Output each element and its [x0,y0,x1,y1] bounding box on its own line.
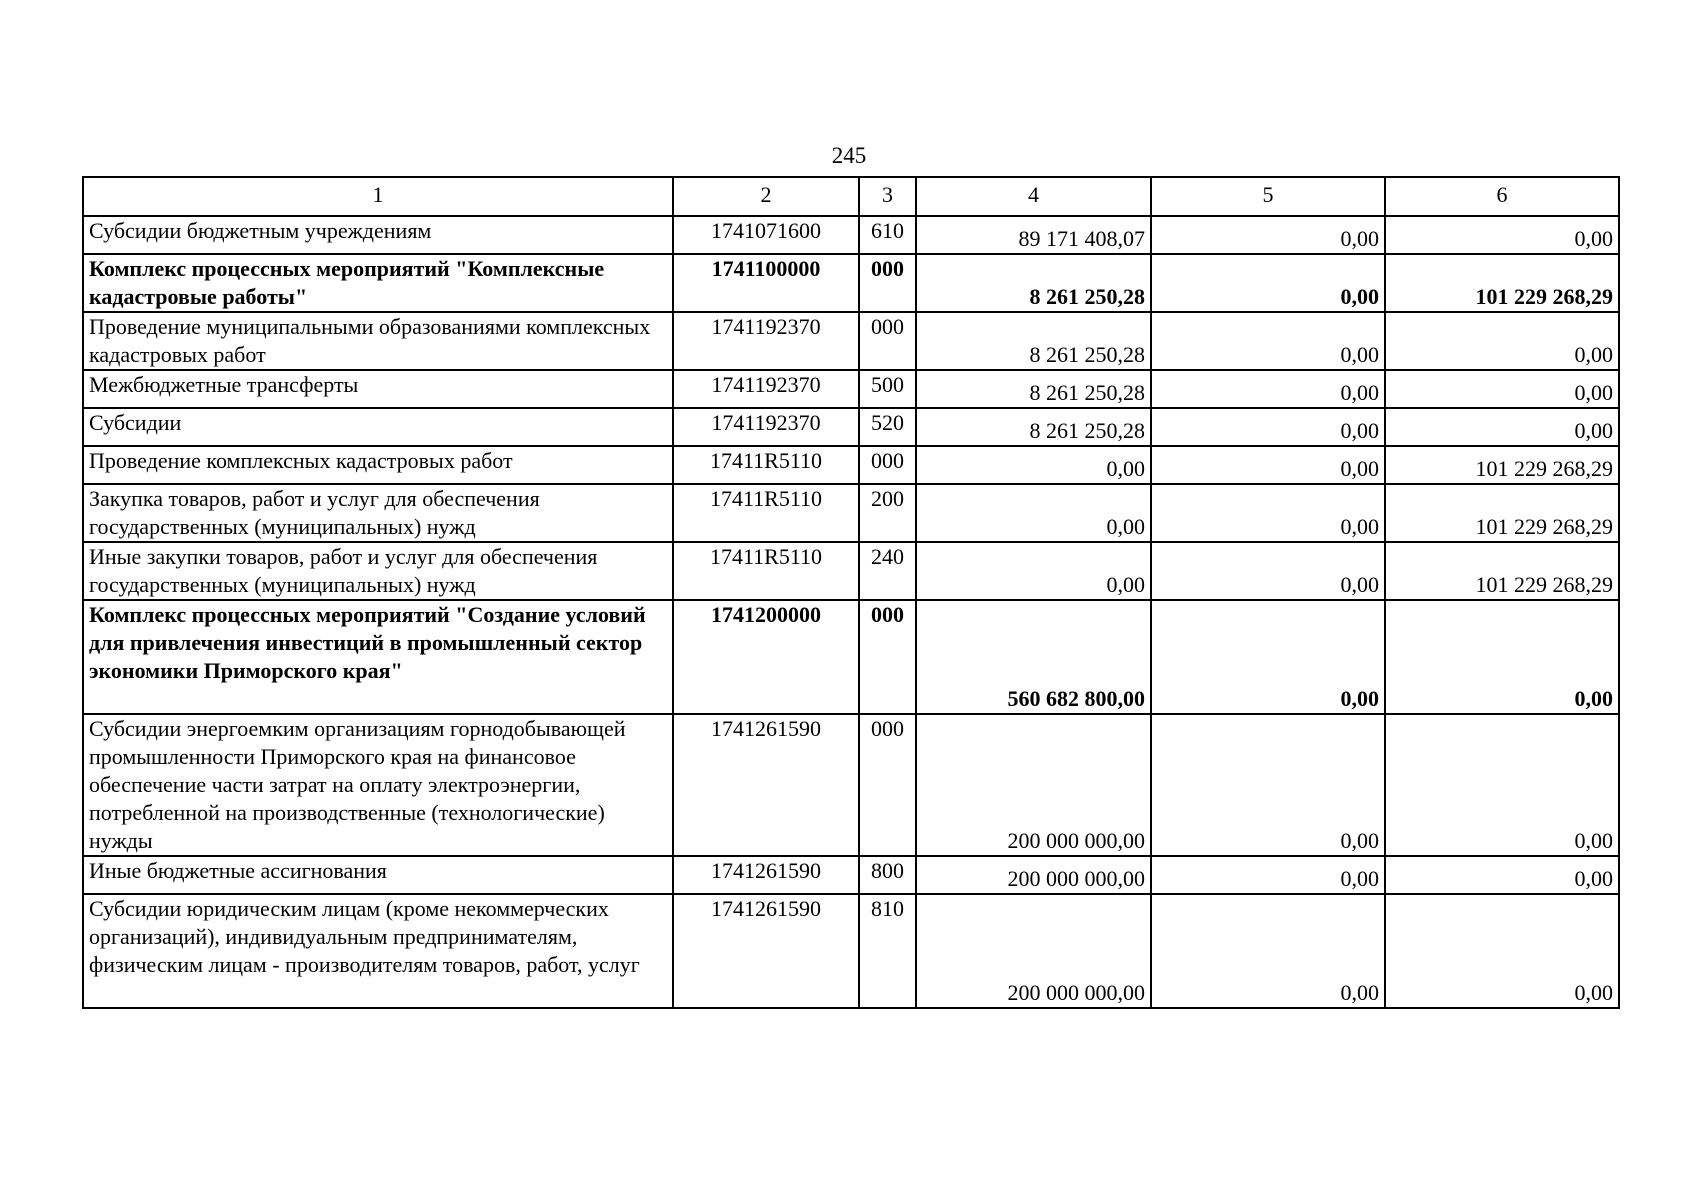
row-value-col4-cell: 8 261 250,28 [916,312,1151,370]
row-code-cell: 1741192370 [673,370,859,408]
table-row [83,484,1619,542]
table-header-row [83,177,1619,216]
row-code-cell: 1741192370 [673,312,859,370]
table-row [83,894,1619,1008]
row-value-col5-cell: 0,00 [1151,894,1385,1008]
table-row [83,312,1619,370]
row-value-col6-cell: 0,00 [1385,312,1619,370]
row-name-cell: Иные закупки товаров, работ и услуг для обеспечения государственных (муниципальных) нужд [83,542,673,600]
row-type-cell: 000 [859,254,916,312]
row-value-col4-cell: 0,00 [916,446,1151,484]
row-type-cell: 810 [859,894,916,1008]
row-code-cell: 1741261590 [673,856,859,894]
row-value-col6-cell: 101 229 268,29 [1385,542,1619,600]
row-value-col6-cell: 0,00 [1385,370,1619,408]
page-number: 245 [831,143,867,168]
row-value-col5-cell: 0,00 [1151,600,1385,714]
row-value-col6-cell: 0,00 [1385,894,1619,1008]
row-name-cell: Иные бюджетные ассигнования [83,856,673,894]
row-value-col6-cell: 0,00 [1385,856,1619,894]
row-value-col5-cell: 0,00 [1151,312,1385,370]
row-type-cell: 000 [859,446,916,484]
row-name-cell: Субсидии бюджетным учреждениям [83,216,673,254]
row-type-cell: 200 [859,484,916,542]
row-code-cell: 1741192370 [673,408,859,446]
table-row [83,408,1619,446]
row-code-cell: 17411R5110 [673,484,859,542]
table-row [83,254,1619,312]
row-name-cell: Комплекс процессных мероприятий "Создание условий для привлечения инвестиций в промышленный сектор экономики Приморского края" [83,600,673,714]
row-value-col4-cell: 8 261 250,28 [916,370,1151,408]
row-value-col6-cell: 0,00 [1385,216,1619,254]
column-header: 3 [859,177,916,216]
column-header: 2 [673,177,859,216]
row-name-cell: Субсидии энергоемким организациям горнодобывающей промышленности Приморского края на финансовое обеспечение части затрат на оплату электроэнергии, потребленной на производственные (технологические) нужды [83,714,673,856]
table-row [83,856,1619,894]
row-code-cell: 1741071600 [673,216,859,254]
row-type-cell: 000 [859,714,916,856]
column-header: 5 [1151,177,1385,216]
row-name-cell: Субсидии юридическим лицам (кроме некоммерческих организаций), индивидуальным предпринимателям, физическим лицам - производителям товаров, работ, услуг [83,894,673,1008]
row-name-cell: Субсидии [83,408,673,446]
table-row [83,446,1619,484]
row-value-col4-cell: 89 171 408,07 [916,216,1151,254]
column-header: 6 [1385,177,1619,216]
row-type-cell: 000 [859,312,916,370]
budget-table [82,176,1620,1009]
row-value-col6-cell: 101 229 268,29 [1385,446,1619,484]
row-value-col5-cell: 0,00 [1151,408,1385,446]
row-value-col4-cell: 0,00 [916,484,1151,542]
row-code-cell: 1741261590 [673,894,859,1008]
row-value-col6-cell: 101 229 268,29 [1385,484,1619,542]
row-type-cell: 800 [859,856,916,894]
row-value-col5-cell: 0,00 [1151,542,1385,600]
row-value-col4-cell: 560 682 800,00 [916,600,1151,714]
row-value-col5-cell: 0,00 [1151,216,1385,254]
row-value-col5-cell: 0,00 [1151,254,1385,312]
row-name-cell: Закупка товаров, работ и услуг для обеспечения государственных (муниципальных) нужд [83,484,673,542]
row-value-col5-cell: 0,00 [1151,370,1385,408]
row-value-col4-cell: 0,00 [916,542,1151,600]
row-value-col4-cell: 200 000 000,00 [916,856,1151,894]
row-name-cell: Проведение муниципальными образованиями комплексных кадастровых работ [83,312,673,370]
row-name-cell: Межбюджетные трансферты [83,370,673,408]
row-value-col5-cell: 0,00 [1151,856,1385,894]
row-code-cell: 1741200000 [673,600,859,714]
row-code-cell: 1741261590 [673,714,859,856]
row-code-cell: 17411R5110 [673,446,859,484]
table-row [83,216,1619,254]
row-name-cell: Комплекс процессных мероприятий "Комплексные кадастровые работы" [83,254,673,312]
row-type-cell: 240 [859,542,916,600]
table-row [83,370,1619,408]
row-value-col4-cell: 8 261 250,28 [916,254,1151,312]
row-type-cell: 000 [859,600,916,714]
row-value-col6-cell: 0,00 [1385,714,1619,856]
row-value-col6-cell: 0,00 [1385,408,1619,446]
column-header: 1 [83,177,673,216]
row-value-col5-cell: 0,00 [1151,446,1385,484]
row-type-cell: 520 [859,408,916,446]
row-value-col6-cell: 0,00 [1385,600,1619,714]
row-value-col6-cell: 101 229 268,29 [1385,254,1619,312]
row-value-col4-cell: 8 261 250,28 [916,408,1151,446]
row-value-col4-cell: 200 000 000,00 [916,894,1151,1008]
row-value-col5-cell: 0,00 [1151,484,1385,542]
row-code-cell: 1741100000 [673,254,859,312]
table-row [83,600,1619,714]
row-type-cell: 500 [859,370,916,408]
table-row [83,542,1619,600]
table-row [83,714,1619,856]
row-type-cell: 610 [859,216,916,254]
row-code-cell: 17411R5110 [673,542,859,600]
row-name-cell: Проведение комплексных кадастровых работ [83,446,673,484]
column-header: 4 [916,177,1151,216]
row-value-col4-cell: 200 000 000,00 [916,714,1151,856]
row-value-col5-cell: 0,00 [1151,714,1385,856]
